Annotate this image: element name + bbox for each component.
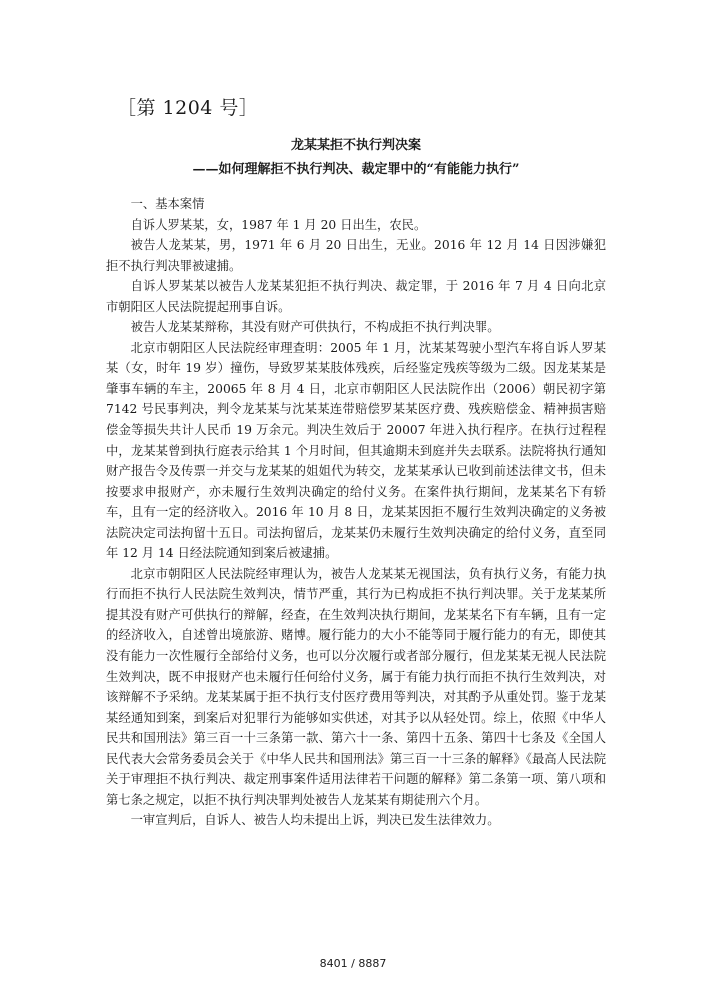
document-subtitle: ——如何理解拒不执行判决、裁定罪中的“有能能力执行” bbox=[192, 162, 520, 177]
paragraph-facts: 北京市朝阳区人民法院经审理查明：2005 年 1 月，沈某某驾驶小型汽车将自诉人罗某某（女，时年 19 岁）撞伤，导致罗某某肢体残疾，后经鉴定残疾等级为二级。因龙某某是肇事车辆的车主，20065 年 8 月 4 日，北京市朝阳区人民法院作出（2006）朝民初字第 7142 号民事判决，判令龙某某与沈某某连带赔偿罗某某医疗费、残疾赔偿金、精神损害赔偿金等损失共计人民币 19 万余元。判决生效后于 20007 年进入执行程序。在执行过程程中，龙某某曾到执行庭表示给其 1 个月时间，但其逾期未到庭并失去联系。法院将执行通知财产报告令及传票一并交与龙某某的姐姐代为转交，龙某某承认已收到前述法律文书，但未按要求申报财产，亦未履行生效判决确定的给付义务。在案件执行期间，龙某某名下有轿车，且有一定的经济收入。2016 年 10 月 8 日，龙某某因拒不履行生效判决确定的义务被法院决定司法拘留十五日。司法拘留后，龙某某仍未履行生效判决确定的给付义务，直至同年 12 月 14 日经法院通知到案后被逮捕。 bbox=[106, 340, 606, 561]
section-heading: 一、基本案情 bbox=[130, 197, 205, 211]
paragraph-defendant: 被告人龙某某，男，1971 年 6 月 20 日出生，无业。2016 年 12 月 14 日因涉嫌犯拒不执行判决罪被逮捕。 bbox=[106, 238, 606, 273]
page-indicator: 8401 / 8887 bbox=[319, 957, 387, 970]
paragraph-plaintiff: 自诉人罗某某，女，1987 年 1 月 20 日出生，农民。 bbox=[130, 217, 427, 232]
document-title: 龙某某拒不执行判决案 bbox=[290, 138, 421, 153]
title-block bbox=[106, 136, 606, 180]
document-body bbox=[106, 194, 606, 831]
paragraph-defense: 被告人龙某某辩称，其没有财产可供执行，不构成拒不执行判决罪。 bbox=[130, 320, 500, 335]
paragraph-court-opinion: 北京市朝阳区人民法院经审理认为，被告人龙某某无视国法，负有执行义务，有能力执行而拒不执行人民法院生效判决，情节严重，其行为已构成拒不执行判决罪。关于龙某某所提其没有财产可供执行的辩解，经查，在生效判决执行期间，龙某某名下有车辆，且有一定的经济收入，自述曾出境旅游、赌博。履行能力的大小不能等同于履行能力的有无，即使其没有能力一次性履行全部给付义务，也可以分次履行或者部分履行，但龙某某无视人民法院生效判决，既不申报财产也未履行任何给付义务，属于有能力执行而拒不执行生效判决，对该辩解不予采纳。龙某某属于拒不执行支付医疗费用等判决，对其酌予从重处罚。鉴于龙某某经通知到案，到案后对犯罪行为能够如实供述，对其予以从轻处罚。综上，依照《中华人民共和国刑法》第三百一十三条第一款、第六十一条、第四十五条、第四十七条及《全国人民代表大会常务委员会关于《中华人民共和国刑法》第三百一十三条的解释》《最高人民法院关于审理拒不执行判决、裁定刑事案件适用法律若干问题的解释》第二条第一项、第八项和第七条之规定，以拒不执行判决罪判处被告人龙某某有期徒刑六个月。 bbox=[106, 566, 606, 807]
paragraph-prosecution: 自诉人罗某某以被告人龙某某犯拒不执行判决、裁定罪，于 2016 年 7 月 4 日向北京市朝阳区人民法院提起刑事自诉。 bbox=[106, 279, 606, 314]
paragraph-outcome: 一审宣判后，自诉人、被告人均未提出上诉，判决已发生法律效力。 bbox=[130, 813, 500, 828]
case-number: ［第 1204 号］ bbox=[117, 97, 259, 119]
